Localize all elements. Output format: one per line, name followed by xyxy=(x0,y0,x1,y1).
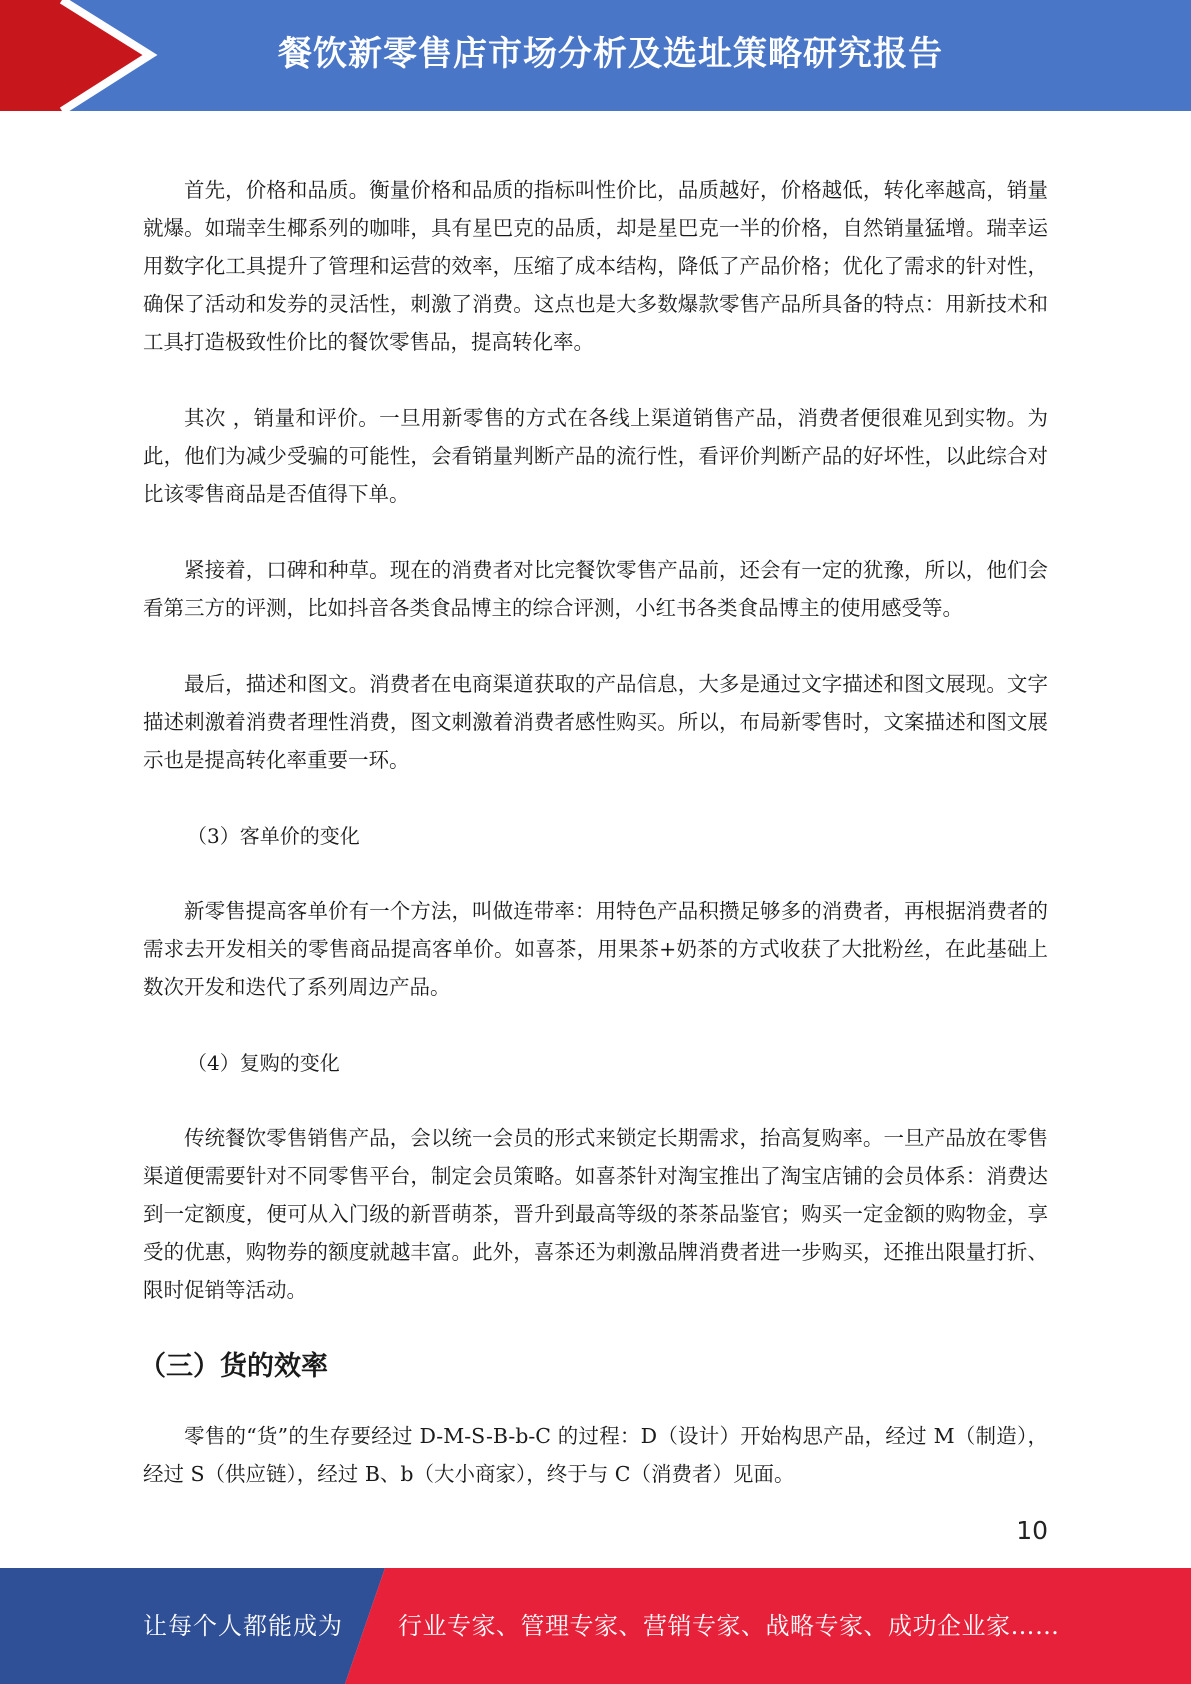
subheading-unit-price: （3）客单价的变化 xyxy=(187,824,360,848)
section-heading-goods-efficiency: （三）货的效率 xyxy=(139,1351,328,1382)
paragraph-description-images: 最后，描述和图文。消费者在电商渠道获取的产品信息，大多是通过文字描述和图文展现。文字描述刺激着消费者理性消费，图文刺激着消费者感性购买。所以，布局新零售时，文案描述和图文展示也是提高转化率重要一环。 xyxy=(143,672,1048,772)
page-footer xyxy=(0,1568,1191,1684)
paragraph-sales-reviews: 其次 ，销量和评价。一旦用新零售的方式在各线上渠道销售产品，消费者便很难见到实物。为此，他们为减少受骗的可能性，会看销量判断产品的流行性，看评价判断产品的好坏性，以此综合对比该零售商品是否值得下单。 xyxy=(143,406,1048,506)
report-title: 餐饮新零售店市场分析及选址策略研究报告 xyxy=(278,34,943,74)
paragraph-price-quality: 首先，价格和品质。衡量价格和品质的指标叫性价比，品质越好，价格越低，转化率越高，销量就爆。如瑞幸生椰系列的咖啡，具有星巴克的品质，却是星巴克一半的价格，自然销量猛增。瑞幸运用数字化工具提升了管理和运营的效率，压缩了成本结构，降低了产品价格；优化了需求的针对性，确保了活动和发券的灵活性，刺激了消费。这点也是大多数爆款零售产品所具备的特点：用新技术和工具打造极致性价比的餐饮零售品，提高转化率。 xyxy=(143,178,1048,354)
footer-slogan-left: 让每个人都能成为 xyxy=(143,1612,343,1640)
page-number: 10 xyxy=(1016,1516,1048,1545)
page-header xyxy=(0,0,1191,111)
main-content xyxy=(139,171,1048,1531)
paragraph-membership: 传统餐饮零售销售产品，会以统一会员的形式来锁定长期需求，抬高复购率。一旦产品放在零售渠道便需要针对不同零售平台，制定会员策略。如喜茶针对淘宝推出了淘宝店铺的会员体系：消费达到一定额度，便可从入门级的新晋萌茶，晋升到最高等级的茶茶品鉴官；购买一定金额的购物金，享受的优惠，购物券的额度就越丰富。此外，喜茶还为刺激品牌消费者进一步购买，还推出限量打折、限时促销等活动。 xyxy=(143,1126,1048,1302)
paragraph-attach-rate: 新零售提高客单价有一个方法，叫做连带率：用特色产品积攒足够多的消费者，再根据消费者的需求去开发相关的零售商品提高客单价。如喜茶，用果茶+奶茶的方式收获了大批粉丝，在此基础上数次开发和迭代了系列周边产品。 xyxy=(143,899,1048,999)
subheading-repurchase: （4）复购的变化 xyxy=(187,1051,340,1075)
paragraph-word-of-mouth: 紧接着，口碑和种草。现在的消费者对比完餐饮零售产品前，还会有一定的犹豫，所以，他们会看第三方的评测，比如抖音各类食品博主的综合评测，小红书各类食品博主的使用感受等。 xyxy=(143,558,1048,620)
footer-slogan-right: 行业专家、管理专家、营销专家、战略专家、成功企业家…… xyxy=(398,1612,1060,1640)
paragraph-goods-chain: 零售的“货”的生存要经过 D-M-S-B-b-C 的过程：D（设计）开始构思产品，经过 M（制造），经过 S（供应链），经过 B、b（大小商家），终于与 C（消费者）见面。 xyxy=(143,1424,1048,1486)
